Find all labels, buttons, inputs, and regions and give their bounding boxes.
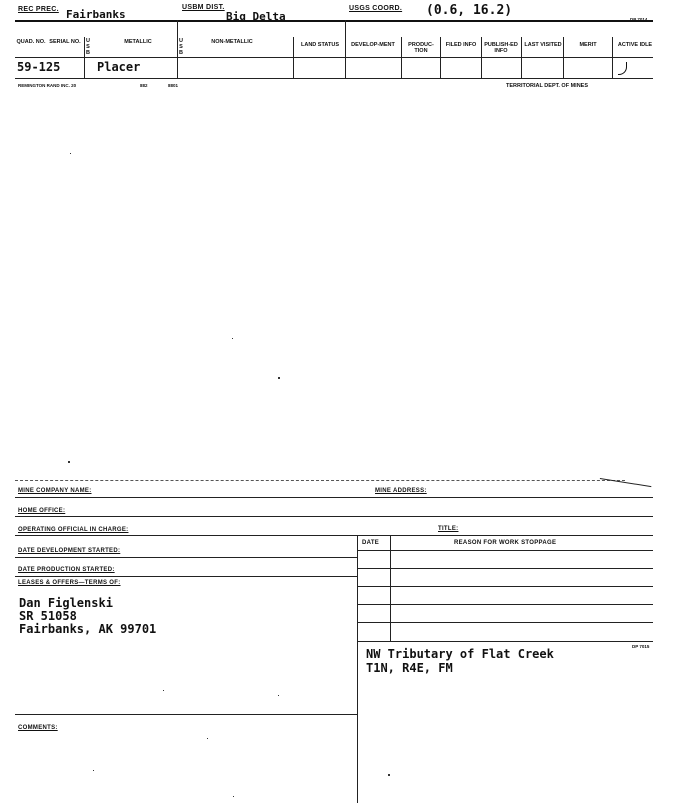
col-metallic-usb: U S B — [86, 38, 90, 56]
stoppage-row-4 — [357, 622, 653, 623]
stoppage-row-1 — [357, 568, 653, 569]
speck — [70, 153, 71, 154]
location-line-2: T1N, R4E, FM — [366, 661, 453, 675]
speck — [68, 461, 70, 463]
vrule-land — [345, 20, 346, 78]
vrule-lastvisited — [563, 37, 564, 78]
rule-date-header — [357, 550, 653, 551]
usgs-coord-label: USGS COORD. — [349, 5, 403, 12]
reason-col-header: REASON FOR WORK STOPPAGE — [454, 540, 557, 546]
col-merit: MERIT — [579, 42, 597, 48]
vrule-filed — [481, 37, 482, 78]
speck — [163, 690, 164, 691]
col-land-status: LAND STATUS — [301, 42, 339, 48]
stoppage-row-2 — [357, 586, 653, 587]
mine-company-name-label: MINE COMPANY NAME: — [18, 488, 92, 494]
rule-development — [15, 557, 357, 558]
metallic-value: Placer — [97, 60, 141, 74]
speck — [278, 695, 279, 696]
vrule-nonmetallic — [293, 37, 294, 78]
col-published-info: PUBLISH-ED INFO — [484, 42, 518, 54]
operating-official-label: OPERATING OFFICIAL IN CHARGE: — [18, 527, 129, 533]
bottom-form-code: DP 7015 — [632, 644, 650, 649]
speck — [207, 738, 208, 739]
speck — [93, 770, 94, 771]
speck — [278, 377, 280, 379]
rule-comments — [15, 714, 357, 715]
vrule-published — [521, 37, 522, 78]
col-nonmetallic: NON-METALLIC — [211, 39, 253, 45]
vrule-develop — [401, 37, 402, 78]
usgs-coord-value: (0.6, 16.2) — [426, 3, 513, 18]
col-serial-no: SERIAL NO. — [49, 39, 81, 45]
active-idle-mark — [618, 62, 627, 75]
rec-prec-value: Fairbanks — [66, 8, 126, 21]
rule-company — [15, 497, 653, 498]
lease-line-3: Fairbanks, AK 99701 — [19, 622, 157, 636]
top-rule-1 — [15, 20, 653, 22]
lease-line-1: Dan Figlenski — [19, 596, 113, 610]
top-rule-3 — [15, 78, 653, 79]
top-form-code: DP 7014 — [630, 17, 648, 22]
speck — [388, 774, 390, 776]
printer-code-2: 8801 — [168, 83, 179, 88]
date-production-label: DATE PRODUCTION STARTED: — [18, 567, 115, 573]
leases-offers-label: LEASES & OFFERS—TERMS OF: — [18, 580, 121, 586]
top-rule-2 — [15, 57, 653, 58]
territorial-dept: TERRITORIAL DEPT. OF MINES — [506, 83, 588, 89]
vrule-production — [440, 37, 441, 78]
vrule-date — [390, 535, 391, 641]
mine-address-label: MINE ADDRESS: — [375, 488, 427, 494]
col-nonmetallic-usb: U S B — [179, 38, 183, 56]
col-production: PRODUC-TION — [408, 42, 434, 54]
main-divider — [357, 535, 358, 803]
date-development-label: DATE DEVELOPMENT STARTED: — [18, 548, 121, 554]
col-filed-info: FILED INFO — [445, 42, 477, 48]
col-quad-no: QUAD. NO. — [16, 39, 46, 45]
stoppage-row-5 — [357, 641, 653, 642]
printer-code-1: 882 — [140, 83, 148, 88]
rec-prec-label: REC PREC. — [18, 6, 59, 13]
speck — [233, 796, 234, 797]
col-active-idle: ACTIVE IDLE — [617, 42, 653, 48]
vrule-merit — [612, 37, 613, 78]
quad-serial-value: 59-125 — [17, 60, 61, 74]
title-label: TITLE: — [438, 526, 459, 532]
lease-line-2: SR 51058 — [19, 609, 77, 623]
rule-production — [15, 576, 357, 577]
usbm-dist-label: USBM DIST. — [182, 4, 225, 11]
comments-label: COMMENTS: — [18, 725, 58, 731]
home-office-label: HOME OFFICE: — [18, 508, 66, 514]
col-development: DEVELOP-MENT — [351, 42, 395, 48]
col-metallic: METALLIC — [124, 39, 152, 45]
col-last-visited: LAST VISITED — [524, 42, 562, 48]
usbm-dist-value: Big Delta — [226, 10, 286, 23]
stoppage-row-3 — [357, 604, 653, 605]
printer-imprint: REMINGTON RAND INC. 20 — [18, 83, 77, 88]
rule-home-office — [15, 516, 653, 517]
speck — [232, 338, 233, 339]
rule-official — [15, 535, 653, 536]
torn-edge — [15, 480, 625, 481]
location-line-1: NW Tributary of Flat Creek — [366, 647, 554, 661]
date-col-header: DATE — [362, 540, 380, 546]
